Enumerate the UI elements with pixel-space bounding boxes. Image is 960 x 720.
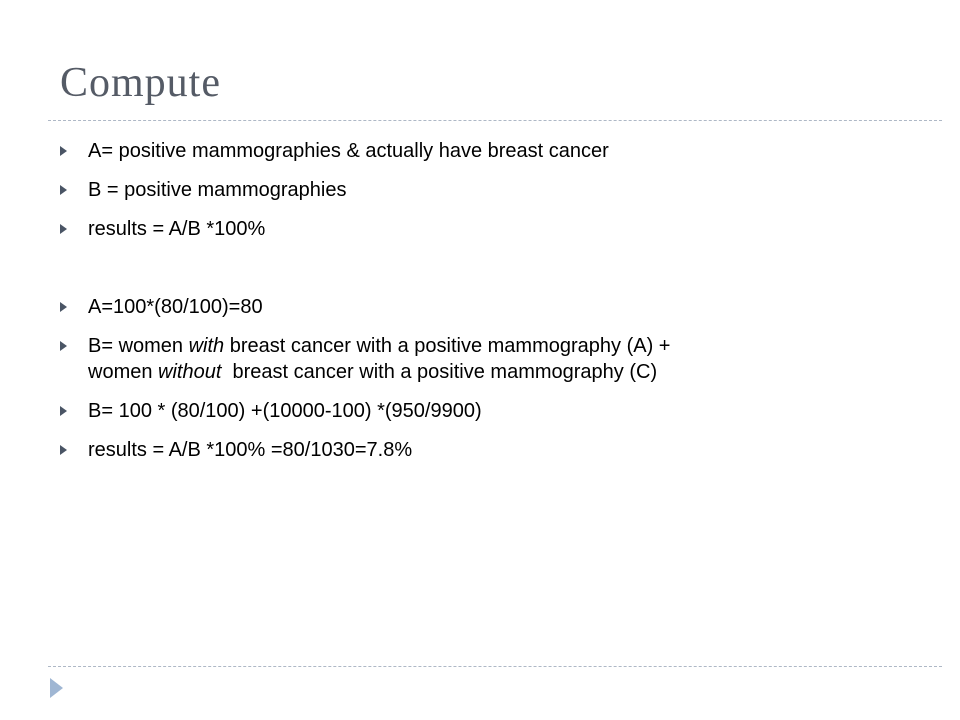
bullet-line-1 [88,333,928,359]
slide-title: Compute [60,60,221,106]
next-slide-arrow-icon[interactable] [50,678,63,698]
triangle-right-icon [60,302,67,312]
triangle-right-icon [60,146,67,156]
list-item [58,138,928,164]
list-item [58,398,928,424]
list-item [58,177,928,203]
bottom-divider [48,666,942,667]
top-divider [48,120,942,121]
emphasis-text: without [158,361,222,383]
bullet-list [58,138,928,476]
list-item [58,216,928,242]
triangle-right-icon [60,185,67,195]
triangle-right-icon [60,406,67,416]
emphasis-text: with [188,335,225,357]
bullet-text: A= positive mammographies & actually have breast cancer [88,140,609,162]
bullet-text-segment: breast cancer with a positive mammography (C) [221,361,658,383]
list-item [58,437,928,463]
bullet-text-segment: B= women [88,335,189,357]
bullet-text: B= 100 * (80/100) +(10000-100) *(950/9900) [88,400,482,422]
bullet-text-segment: breast cancer with a positive mammography (A) + [224,335,671,357]
bullet-text-segment: women [88,361,159,383]
bullet-text: results = A/B *100% [88,218,266,240]
bullet-text: results = A/B *100% =80/1030=7.8% [88,439,413,461]
bullet-text: A=100*(80/100)=80 [88,296,263,318]
bullet-text: B = positive mammographies [88,179,347,201]
triangle-right-icon [60,341,67,351]
bullet-line-2 [88,359,928,385]
list-item [58,294,928,320]
triangle-right-icon [60,224,67,234]
list-item [58,333,928,385]
triangle-right-icon [60,445,67,455]
